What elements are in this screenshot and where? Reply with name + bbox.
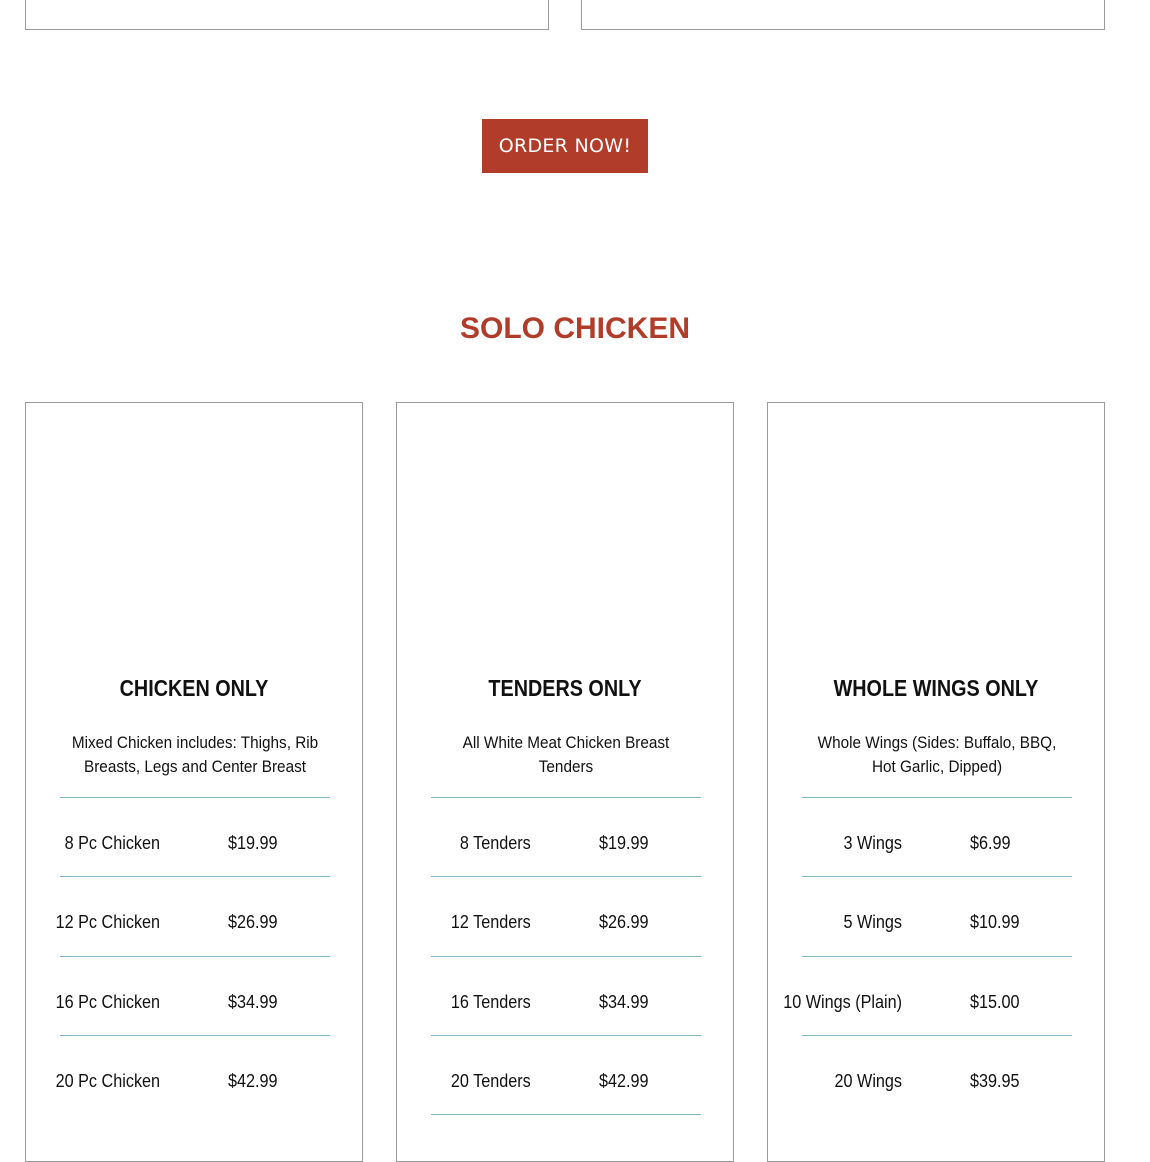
item-name: 3 Wings <box>843 833 902 853</box>
item-price: $42.99 <box>228 1071 278 1091</box>
item-price: $15.00 <box>970 992 1020 1012</box>
price-row <box>26 1071 362 1101</box>
price-row <box>768 833 1104 863</box>
card-title: TENDERS ONLY <box>488 675 642 701</box>
item-name: 10 Wings (Plain) <box>783 992 902 1012</box>
divider <box>60 876 330 877</box>
divider <box>802 876 1072 877</box>
item-name: 12 Tenders <box>451 912 531 932</box>
item-price: $42.99 <box>599 1071 649 1091</box>
item-price: $34.99 <box>228 992 278 1012</box>
item-name: 8 Tenders <box>460 833 531 853</box>
item-price: $19.99 <box>228 833 278 853</box>
divider <box>431 956 701 957</box>
card-image <box>26 403 362 653</box>
item-price: $6.99 <box>970 833 1011 853</box>
price-row <box>26 912 362 942</box>
price-row <box>768 912 1104 942</box>
order-now-button[interactable]: ORDER NOW! <box>482 119 648 173</box>
divider <box>60 1035 330 1036</box>
divider <box>802 1035 1072 1036</box>
item-name: 16 Pc Chicken <box>55 992 160 1012</box>
item-name: 12 Pc Chicken <box>55 912 160 932</box>
card-image <box>397 403 733 653</box>
divider <box>431 1114 701 1115</box>
section-title: SOLO CHICKEN <box>459 312 690 345</box>
card-image <box>768 403 1104 653</box>
item-name: 20 Tenders <box>451 1071 531 1091</box>
item-price: $26.99 <box>599 912 649 932</box>
item-price: $34.99 <box>599 992 649 1012</box>
price-row <box>768 992 1104 1022</box>
price-row <box>397 1071 733 1101</box>
price-row <box>397 833 733 863</box>
item-name: 8 Pc Chicken <box>64 833 160 853</box>
card-description: All White Meat Chicken Breast Tenders <box>462 733 670 776</box>
card-title: CHICKEN ONLY <box>119 675 269 701</box>
card-title: WHOLE WINGS ONLY <box>833 675 1039 701</box>
menu-card-tenders-only <box>396 402 734 1162</box>
top-card-left <box>25 0 549 30</box>
card-description: Whole Wings (Sides: Buffalo, BBQ, Hot Garlic, Dipped) <box>817 733 1057 776</box>
divider <box>431 876 701 877</box>
menu-card-whole-wings-only <box>767 402 1105 1162</box>
divider <box>431 1035 701 1036</box>
card-description: Mixed Chicken includes: Thighs, Rib Breasts, Legs and Center Breast <box>71 733 319 776</box>
divider <box>802 956 1072 957</box>
price-row <box>26 833 362 863</box>
item-price: $39.95 <box>970 1071 1020 1091</box>
divider <box>431 797 701 798</box>
item-price: $26.99 <box>228 912 278 932</box>
divider <box>60 956 330 957</box>
item-name: 5 Wings <box>843 912 902 932</box>
item-name: 20 Wings <box>834 1071 902 1091</box>
price-row <box>397 992 733 1022</box>
price-row <box>26 992 362 1022</box>
top-card-right <box>581 0 1105 30</box>
item-name: 16 Tenders <box>451 992 531 1012</box>
price-row <box>397 912 733 942</box>
item-price: $19.99 <box>599 833 649 853</box>
price-row <box>768 1071 1104 1101</box>
menu-card-chicken-only <box>25 402 363 1162</box>
item-name: 20 Pc Chicken <box>55 1071 160 1091</box>
divider <box>802 797 1072 798</box>
item-price: $10.99 <box>970 912 1020 932</box>
divider <box>60 797 330 798</box>
